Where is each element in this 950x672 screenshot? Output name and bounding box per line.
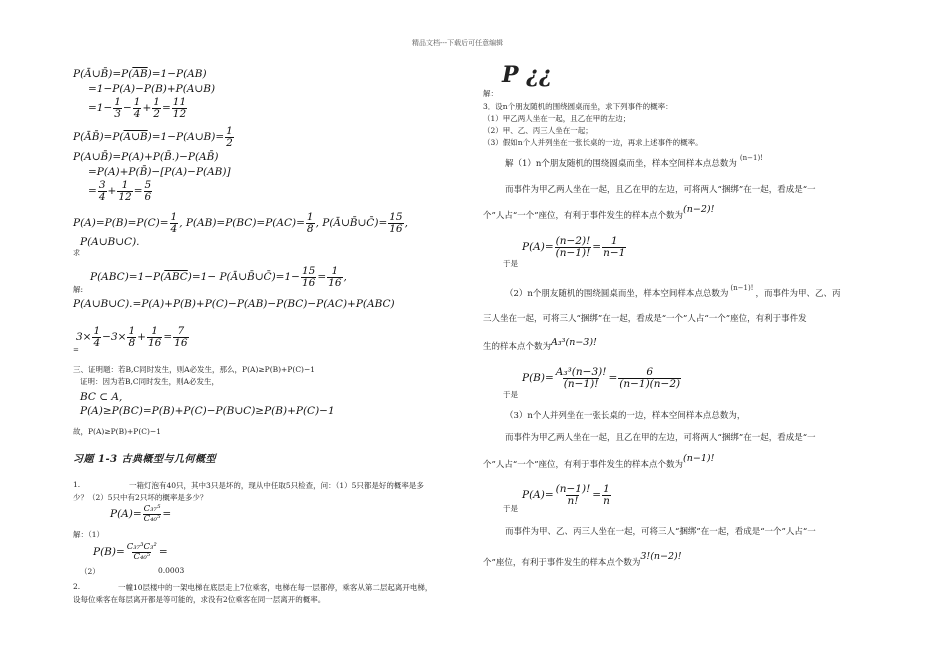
ans1-line-3: 个”人占“一个”座位，有利于事件发生的样本点个数为(n−2)!: [483, 204, 715, 221]
proof-intro: 证明：因为若B,C同时发生，则A必发生，: [80, 377, 220, 386]
ans2-line-3: 生的样本点个数为A₃³(n−3)!: [483, 337, 597, 352]
q1-answer: 0.0003: [158, 566, 185, 575]
ans3-line-3: 个”人占“一个”座位，有利于事件发生的样本点个数为(n−1)!: [483, 453, 715, 470]
q1-number: 1.: [73, 480, 81, 489]
label-qiu: 求: [73, 249, 80, 257]
right-jie: 解：: [483, 89, 498, 98]
ans2-line-1: （2）n个朋友随机的围绕圆桌而坐，样本空间样本点总数为$^{(n-1)!}$，而事件为甲、乙、丙: [505, 284, 841, 299]
q2-text-2: 设每位乘客在每层离开都是等可能的，求没有2位乘客在同一层离开的概率。: [73, 595, 326, 604]
page-header: 精品文档---下载后可任意编辑: [412, 39, 504, 47]
q3-item-1: （1）甲乙两人坐在一起，且乙在甲的左边；: [483, 114, 631, 123]
proof-line-2: P(A)≥P(BC)=P(B)+P(C)−P(B∪C)≥P(B)+P(C)−1: [80, 405, 335, 417]
q1-part-2: （2）: [80, 567, 100, 576]
ans1-line-2: 而事件为甲乙两人坐在一起，且乙在甲的左边，可将两人“捆绑”在一起，看成是“一: [505, 185, 816, 195]
section-heading: 习题 1-3 古典概型与几何概型: [73, 454, 217, 465]
q3-item-3: （3）假如n个人并列坐在一张长桌的一边，再求上述事件的概率。: [483, 138, 703, 147]
eq-line-6: =P(A)+P(B̄)−[P(A)−P(AB)]: [88, 166, 231, 178]
eq-line-8: P(A)=P(B)=P(C)= $\frac{1}{4}$ , P(AB)=P(BC)=P(AC)= $\frac{1}{8}$ , P(Ā∪B̄∪C̄)= $\frac{15}{16}$ ,: [73, 211, 408, 235]
proof-conclusion: 故，P(A)≥P(B)+P(C)−1: [73, 427, 161, 436]
eq-line-2: =1−P(A)−P(B)+P(A∪B): [88, 83, 216, 95]
pa2-formula: P(A)= $\frac{(n-1)!}{n!}$ = $\frac{1}{n}$: [522, 483, 610, 507]
q1-text-1: 一箱灯泡有40只，其中3只是坏的，现从中任取5只检查，问：（1）5只都是好的概率是多: [129, 481, 424, 490]
q1-text-2: 少？（2）5只中有2只坏的概率是多少？: [73, 493, 208, 502]
proof-line-1: BC ⊂ A,: [80, 391, 123, 403]
yushi-2: 于是: [503, 390, 518, 399]
q1-jie: 解：（1）: [73, 530, 105, 539]
ans3-line-5: 个”座位，有利于事件发生的样本点个数为3!(n−2)!: [483, 551, 682, 568]
ans2-line-2: 三人坐在一起，可将三人“捆绑”在一起，看成是“一个”人占“一个”座位，有利于事件发: [483, 314, 807, 324]
pa1-formula: P(A)= $\frac{(n-2)!}{(n-1)!}$ = $\frac{1}{n-1}$: [522, 235, 626, 259]
pb-formula: P(B)= $\frac{\text{A₃³(n−3)!}}{(n-1)!}$ = $\frac{6}{(n-1)(n-2)}$: [522, 366, 681, 390]
yushi-3: 于是: [503, 504, 518, 513]
eq-line-10: $P(ABC)=1-P(\overline{ABC})=1-$ P(Ā∪B̄∪C̄)=1− $\frac{15}{16}$ = $\frac{1}{16}$ ,: [90, 265, 347, 289]
ans1-line-1: 解（1）n个朋友随机的围绕圆桌而坐，样本空间样本点总数为$^{(n-1)!}$: [505, 154, 763, 169]
q3-item-2: （2）甲、乙、丙三人坐在一起；: [483, 126, 593, 135]
q2-number: 2.: [73, 582, 81, 591]
q1-formula-b: P(B)= $\frac{\text{C₃₇³C₃²}}{\text{C₄₀⁵}}$ =: [93, 542, 168, 562]
section-3-title: 三、证明题：若B,C同时发生，则A必发生，那么，P(A)≥P(B)+P(C)−1: [73, 365, 316, 374]
small-equals: =: [73, 346, 79, 354]
q3-title: 3．设n个朋友随机的围绕圆桌而坐，求下列事件的概率：: [483, 102, 673, 111]
ans3-line-2: 而事件为甲乙两人坐在一起，且乙在甲的左边，可将两人“捆绑”在一起，看成是“一: [505, 433, 816, 443]
ans3-line-4: 而事件为甲、乙、丙三人坐在一起，可将三人“捆绑”在一起，看成是“一个”人占“一: [505, 527, 816, 537]
eq-line-12: 3× $\frac{1}{4}$ −3× $\frac{1}{8}$ + $\frac{1}{16}$ = $\frac{7}{16}$: [76, 325, 188, 349]
q2-text-1: 一幢10层楼中的一架电梯在底层走上7位乘客，电梯在每一层都停，乘客从第二层起离开电梯，: [118, 583, 433, 592]
q1-formula-a: P(A)= $\frac{\text{C₃₇⁵}}{\text{C₄₀⁵}}$ =: [110, 504, 172, 524]
eq-line-11: P(A∪B∪C).=P(A)+P(B)+P(C)−P(AB)−P(BC)−P(AC)+P(ABC): [73, 298, 395, 310]
eq-line-4: P(ĀB̄)=P(A∪B)=1−P(A∪B)= $\frac{1}{2}$: [73, 125, 233, 149]
eq-line-7: = $\frac{3}{4}$ + $\frac{1}{12}$ = $\frac{5}{6}$: [88, 179, 152, 203]
eq-line-9: P(A∪B∪C).: [80, 236, 140, 248]
yushi-1: 于是: [503, 259, 518, 268]
eq-line-3: =1− $\frac{1}{3}$ − $\frac{1}{4}$ + $\frac{1}{2}$ = $\frac{11}{12}$: [88, 96, 187, 120]
garbled-symbol: P ¿¿: [502, 62, 552, 88]
ans3-line-1: （3）n个人并列坐在一张长桌的一边，样本空间样本点总数为，: [505, 411, 746, 421]
label-jie: 解:: [73, 285, 84, 294]
eq-line-5: P(A∪B̄)=P(A)+P(B̄.)−P(AB̄): [73, 151, 219, 163]
eq-line-1: $P(Ā\cup B̄)=P(\overline{AB})=1-P(AB)$: [73, 68, 207, 80]
